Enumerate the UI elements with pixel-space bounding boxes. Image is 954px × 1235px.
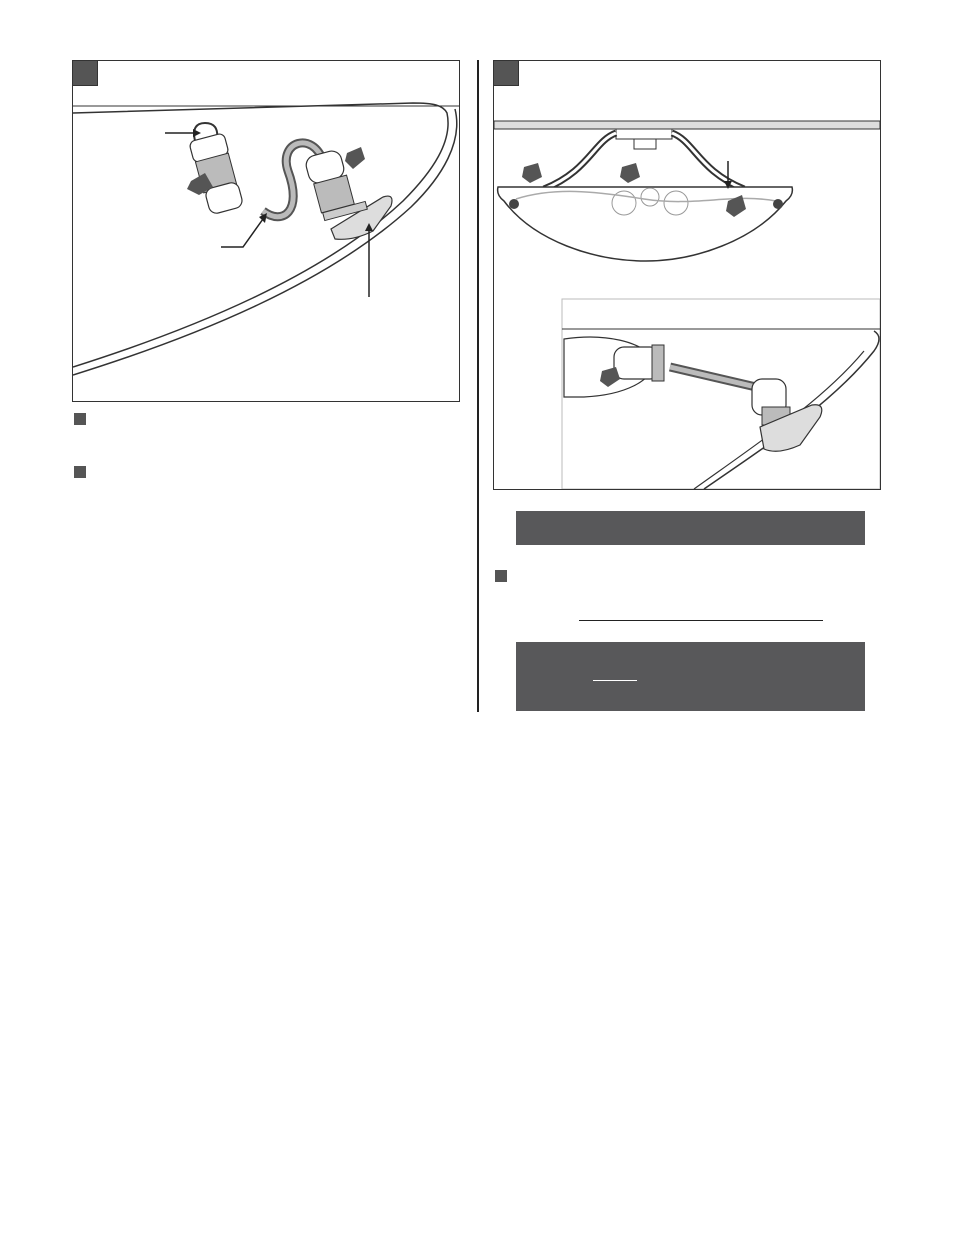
top-socket <box>189 123 244 215</box>
column-divider <box>477 60 479 712</box>
right-header-bar <box>516 511 865 545</box>
right-step-badge <box>493 60 519 86</box>
left-step-panel <box>72 60 460 402</box>
right-step-panel <box>493 60 881 490</box>
left-illustration <box>73 61 459 401</box>
right-bullet-1 <box>495 570 507 582</box>
right-illustration <box>494 61 880 489</box>
right-note-bar <box>516 642 865 711</box>
note-underline <box>593 680 637 681</box>
left-bullet-1 <box>74 413 86 425</box>
left-step-badge <box>72 60 98 86</box>
left-bullet-2 <box>74 466 86 478</box>
right-underline <box>579 620 823 621</box>
